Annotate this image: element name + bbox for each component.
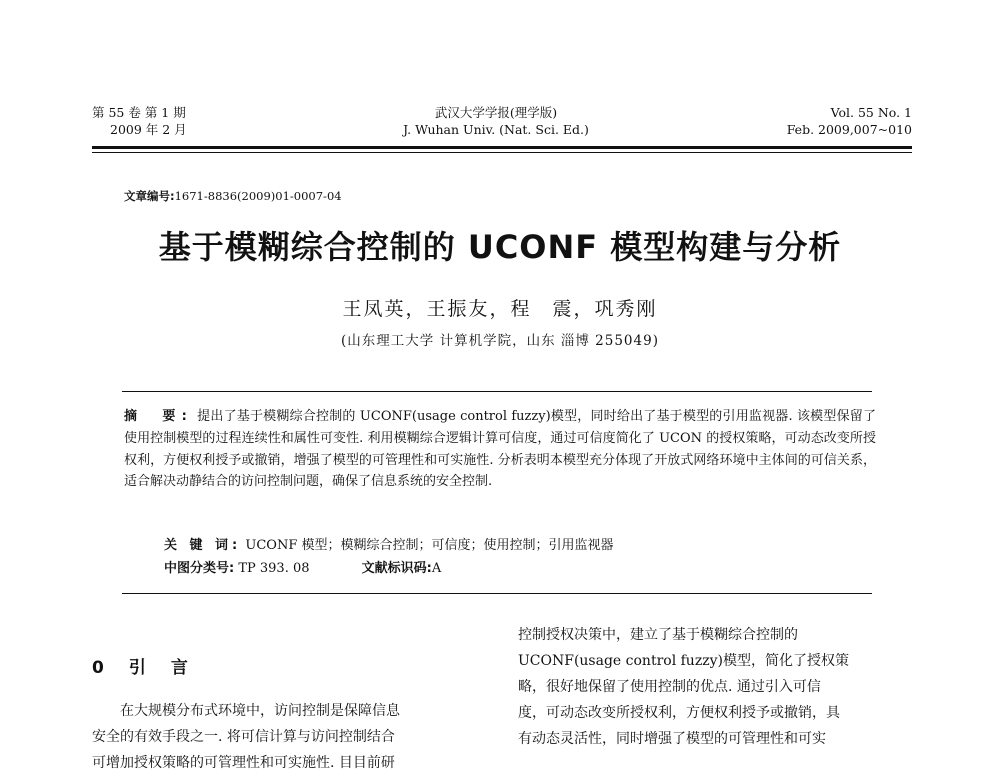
- right-column-line: 有动态灵活性，同时增强了模型的可管理性和可实: [518, 731, 826, 747]
- header-volume-en-block: [787, 104, 912, 138]
- keywords-label: 关 键 词:: [164, 538, 242, 553]
- section-heading-introduction: 0 引 言: [92, 658, 192, 678]
- abstract-rule-bottom: [122, 593, 872, 594]
- left-column: [92, 698, 478, 776]
- header-rule-thin: [92, 152, 912, 153]
- keywords: [164, 534, 614, 553]
- left-column-line: 安全的有效手段之一. 将可信计算与访问控制结合: [92, 729, 395, 745]
- right-column-line: 度，可动态改变所授权利，方便权利授予或撤销，具: [518, 705, 840, 721]
- article-id-label: 文章编号:: [124, 189, 175, 203]
- abstract-label: 摘 要:: [124, 409, 193, 424]
- left-column-line: 在大规模分布式环境中，访问控制是保障信息: [120, 703, 400, 719]
- affiliation: (山东理工大学 计算机学院，山东 淄博 255049): [341, 333, 659, 349]
- right-column-line: UCONF(usage control fuzzy)模型，简化了授权策: [518, 653, 849, 669]
- header-rule-thick: [92, 146, 912, 149]
- abstract: [124, 406, 876, 493]
- article-id: [124, 188, 342, 204]
- left-column-line: 可增加授权策略的可管理性和可实施性. 目目前研: [92, 755, 395, 771]
- article-id-value: 1671-8836(2009)01-0007-04: [174, 189, 342, 203]
- abstract-text: 提出了基于模糊综合控制的 UCONF(usage control fuzzy)模型，同时给出了基于模型的引用监视器. 该模型保留了使用控制模型的过程连续性和属性可变性. 利用模糊综合逻辑计算可信度，通过可信度简化了 UCON 的授权策略，可动态改变所授权利，方便权利授予或撤销，增强了模型的可管理性和可实施性. 分析表明本模型充分体现了开放式网络环境中主体间的可信关系，适合解决动静结合的访问控制问题，确保了信息系统的安全控制.: [124, 409, 876, 490]
- header-journal-en: J. Wuhan Univ. (Nat. Sci. Ed.): [403, 122, 589, 137]
- abstract-rule-top: [122, 391, 872, 392]
- header-journal-block: [386, 104, 606, 138]
- doc-code-value: A: [431, 561, 442, 576]
- header-volume-issue: 第 55 卷 第 1 期: [92, 105, 186, 120]
- right-column-line: 略，很好地保留了使用控制的优点. 通过引入可信: [518, 679, 821, 695]
- authors: 王凤英，王振友，程 震，巩秀刚: [342, 298, 658, 320]
- paper-title: 基于模糊综合控制的 UCONF 模型构建与分析: [158, 228, 842, 266]
- classification-value: TP 393. 08: [238, 561, 310, 576]
- classification: [164, 557, 441, 576]
- header-volume-block: [92, 104, 187, 138]
- right-column: [518, 622, 910, 752]
- header-date-pages-en: Feb. 2009,007~010: [786, 122, 912, 137]
- header-date: 2009 年 2 月: [110, 122, 187, 137]
- keywords-text: UCONF 模型；模糊综合控制；可信度；使用控制；引用监视器: [245, 538, 614, 553]
- header-journal-cn: 武汉大学学报(理学版): [434, 105, 558, 120]
- header-vol-no-en: Vol. 55 No. 1: [830, 105, 912, 120]
- classification-label: 中图分类号:: [164, 561, 235, 576]
- doc-code-label: 文献标识码:: [361, 561, 432, 576]
- right-column-line: 控制授权决策中，建立了基于模糊综合控制的: [518, 627, 798, 643]
